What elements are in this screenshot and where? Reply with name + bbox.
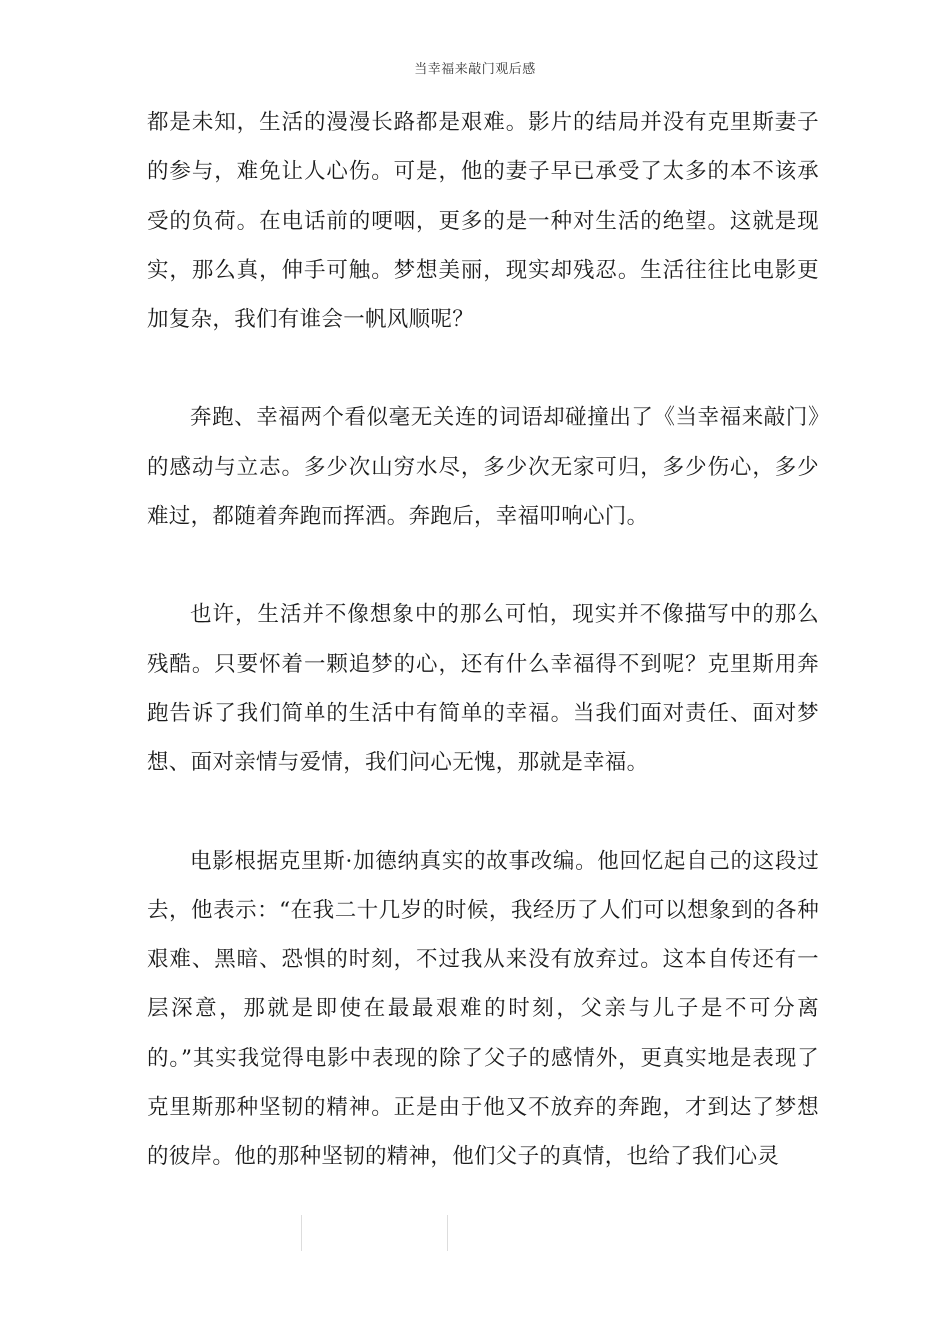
page-footer-box bbox=[301, 1215, 448, 1251]
page-header-title: 当幸福来敲门观后感 bbox=[414, 62, 536, 77]
paragraph-4: 电影根据克里斯·加德纳真实的故事改编。他回忆起自己的这段过去，他表示：“在我二十几岁的时候，我经历了人们可以想象到的各种艰难、黑暗、恐惧的时刻，不过我从来没有放弃过。这本自传还有一层深意，那就是即使在最最艰难的时刻，父亲与儿子是不可分离的。”其实我觉得电影中表现的除了父子的感情外，更真实地是表现了克里斯那种坚韧的精神。正是由于他又不放弃的奔跑，才到达了梦想的彼岸。他的那种坚韧的精神，他们父子的真情，也给了我们心灵 bbox=[147, 848, 819, 1170]
paragraph-gap bbox=[147, 541, 819, 590]
document-body bbox=[147, 98, 819, 1182]
paragraph-gap bbox=[147, 344, 819, 393]
paragraph-2: 奔跑、幸福两个看似毫无关连的词语却碰撞出了《当幸福来敲门》的感动与立志。多少次山穷水尽，多少次无家可归，多少伤心，多少难过，都随着奔跑而挥洒。奔跑后，幸福叩响心门。 bbox=[147, 405, 819, 530]
paragraph-1: 都是未知，生活的漫漫长路都是艰难。影片的结局并没有克里斯妻子的参与，难免让人心伤。可是，他的妻子早已承受了太多的本不该承受的负荷。在电话前的哽咽，更多的是一种对生活的绝望。这就是现实，那么真，伸手可触。梦想美丽，现实却残忍。生活往往比电影更加复杂，我们有谁会一帆风顺呢？ bbox=[147, 110, 819, 333]
paragraph-3: 也许，生活并不像想象中的那么可怕，现实并不像描写中的那么残酷。只要怀着一颗追梦的心，还有什么幸福得不到呢？克里斯用奔跑告诉了我们简单的生活中有简单的幸福。当我们面对责任、面对梦想、面对亲情与爱情，我们问心无愧，那就是幸福。 bbox=[147, 602, 819, 776]
paragraph-gap bbox=[147, 788, 819, 837]
